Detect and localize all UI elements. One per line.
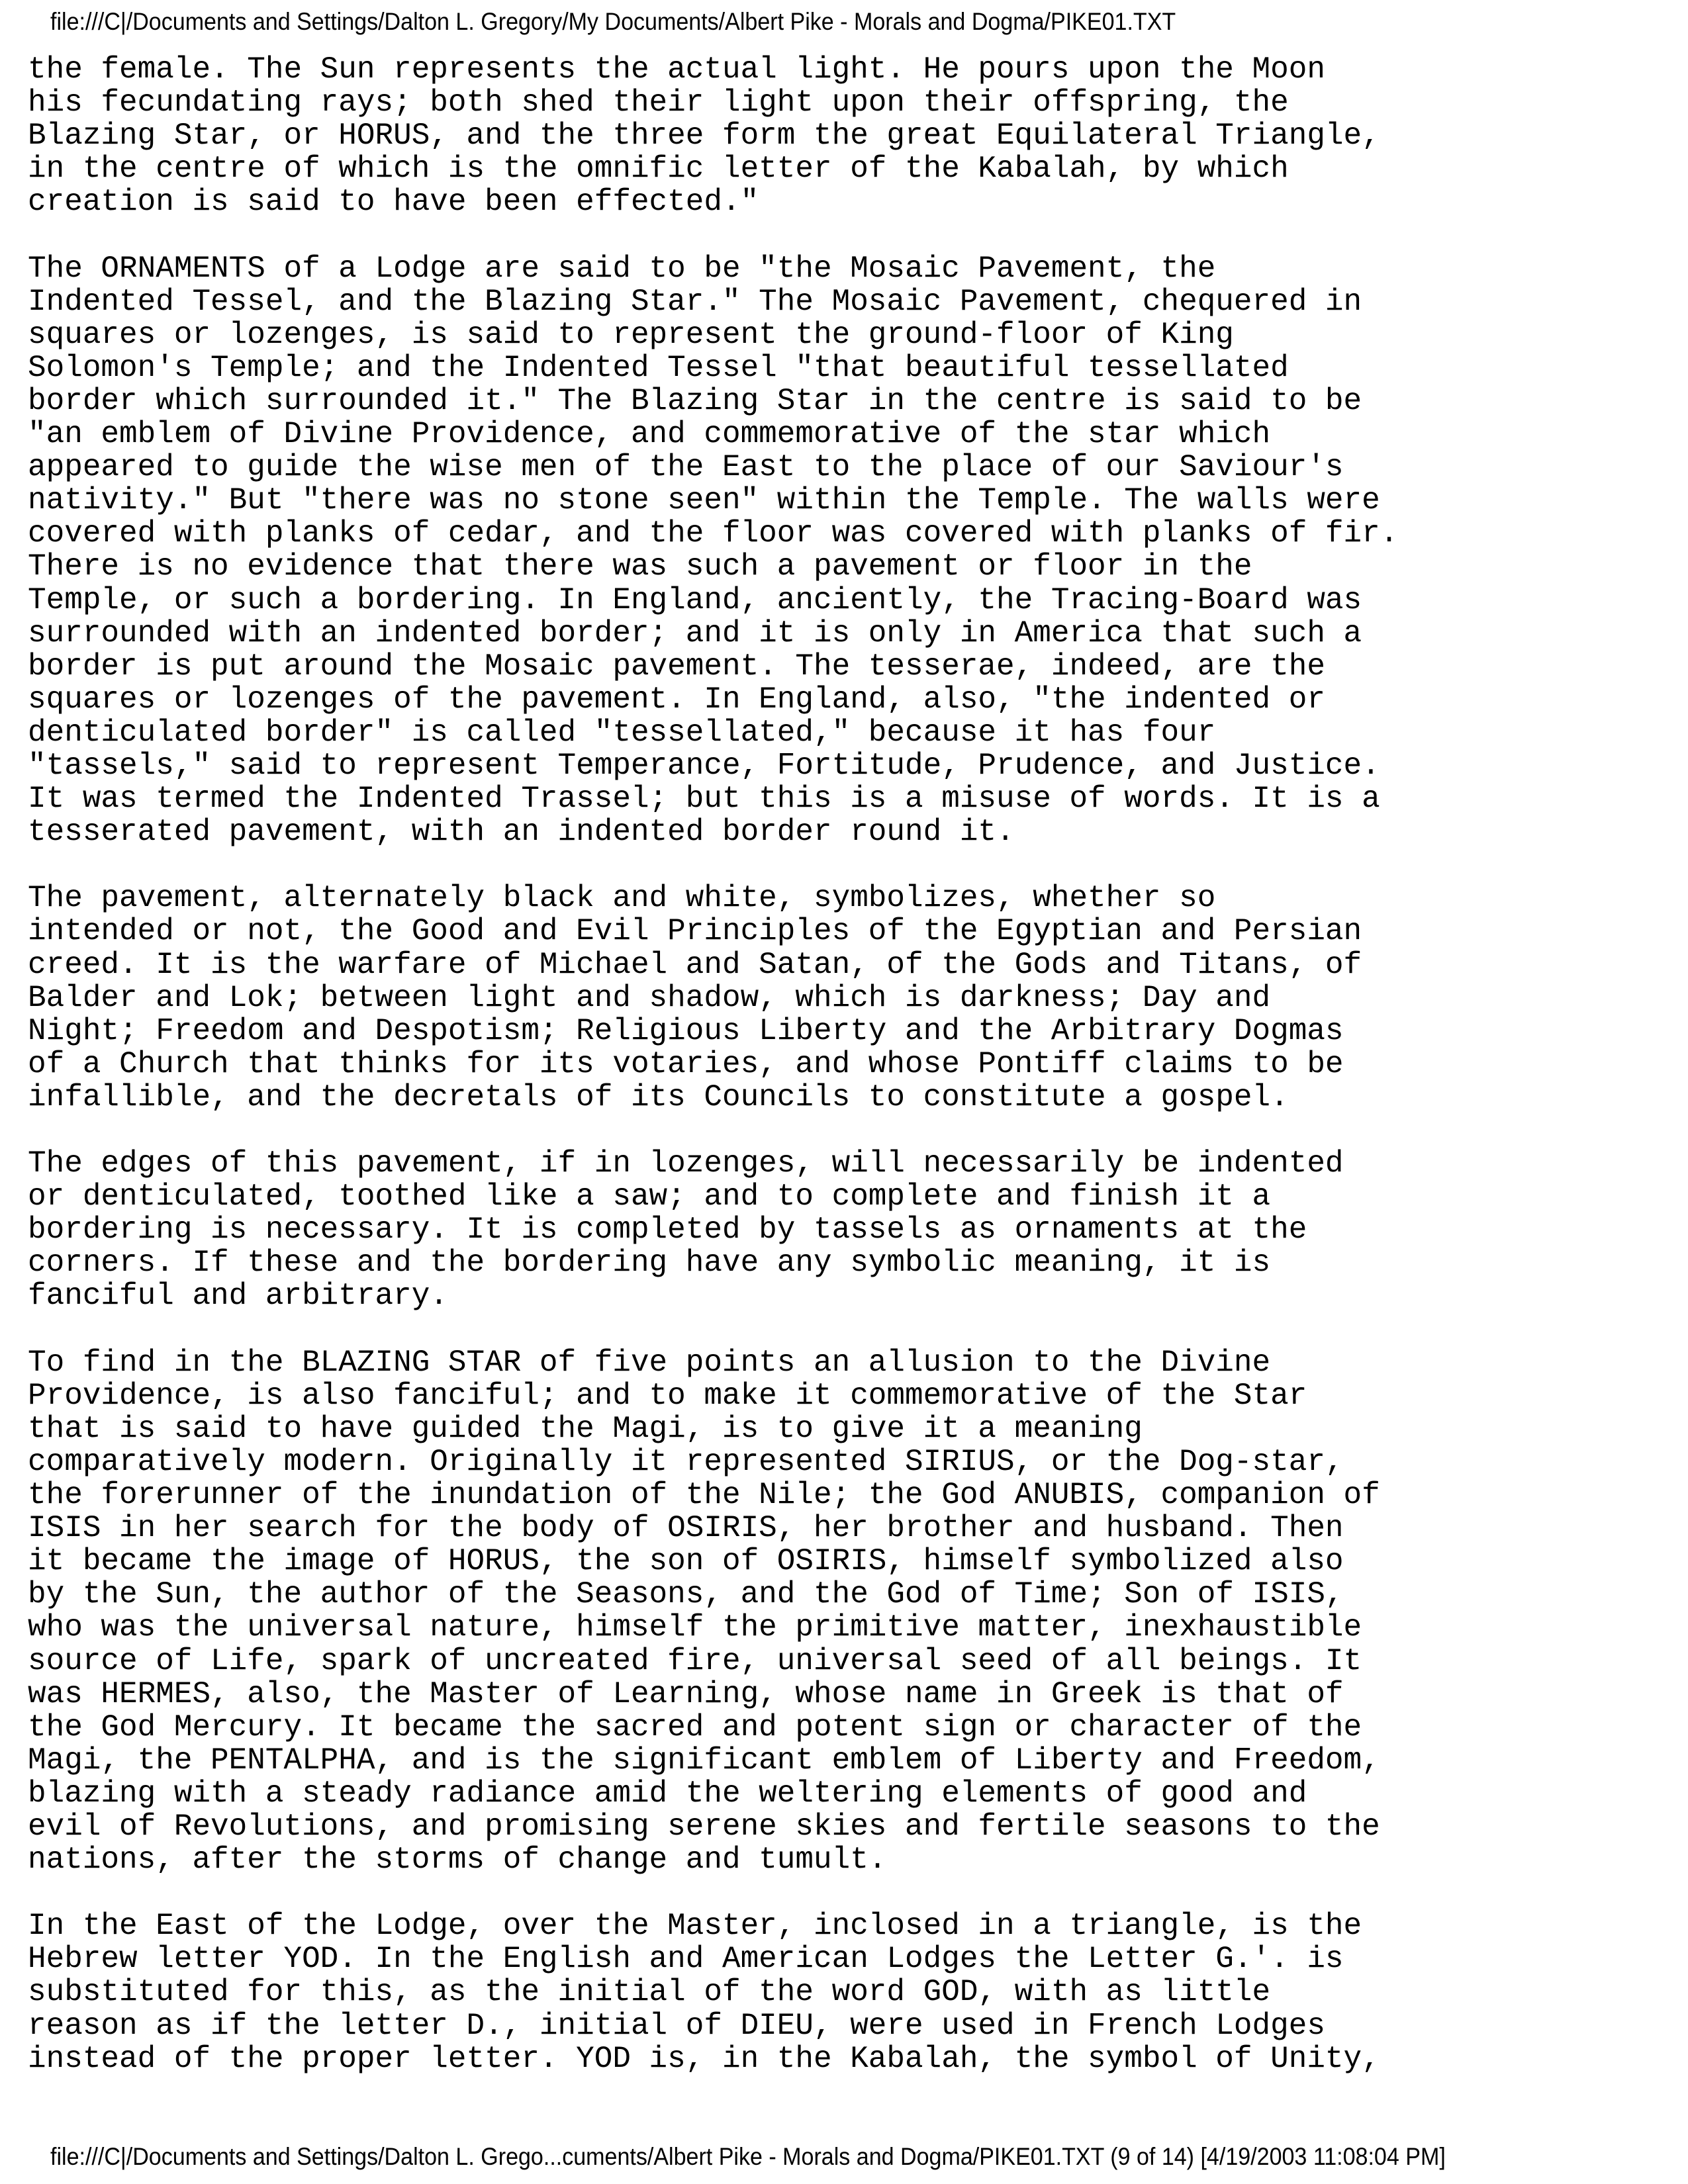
paragraph	[28, 882, 1398, 1114]
page-footer-path: file:///C|/Documents and Settings/Dalton L. Grego...cuments/Albert Pike - Morals and Dogma/PIKE01.TXT (9 of 14) [4/19/2003 11:08:04 PM]	[50, 2143, 1446, 2170]
text-line: surrounded with an indented border; and it is only in America that such a	[28, 615, 1362, 651]
text-line: Temple, or such a bordering. In England, anciently, the Tracing-Board was	[28, 582, 1362, 617]
paragraph	[28, 1909, 1398, 2075]
text-line: Night; Freedom and Despotism; Religious Liberty and the Arbitrary Dogmas	[28, 1013, 1344, 1048]
text-line: fanciful and arbitrary.	[28, 1279, 448, 1314]
text-line: substituted for this, as the initial of the word GOD, with as little	[28, 1975, 1271, 2010]
text-line: ISIS in her search for the body of OSIRIS, her brother and husband. Then	[28, 1511, 1344, 1546]
text-line: the female. The Sun represents the actual light. He pours upon the Moon	[28, 52, 1325, 87]
text-line: border which surrounded it." The Blazing Star in the centre is said to be	[28, 383, 1362, 418]
text-line: The pavement, alternately black and white, symbolizes, whether so	[28, 881, 1216, 916]
text-line: Indented Tessel, and the Blazing Star." The Mosaic Pavement, chequered in	[28, 284, 1362, 319]
document-body	[28, 53, 1398, 2109]
text-line: instead of the proper letter. YOD is, in the Kabalah, the symbol of Unity,	[28, 2041, 1380, 2076]
text-line: by the Sun, the author of the Seasons, and the God of Time; Son of ISIS,	[28, 1577, 1344, 1612]
text-line: creation is said to have been effected."	[28, 185, 759, 220]
text-line: It was termed the Indented Trassel; but this is a misuse of words. It is a	[28, 782, 1380, 817]
text-line: In the East of the Lodge, over the Master, inclosed in a triangle, is the	[28, 1909, 1362, 1944]
paragraph	[28, 252, 1398, 849]
text-line: covered with planks of cedar, and the floor was covered with planks of fir.	[28, 516, 1399, 551]
text-line: that is said to have guided the Magi, is to give it a meaning	[28, 1411, 1143, 1446]
text-line: it became the image of HORUS, the son of OSIRIS, himself symbolized also	[28, 1544, 1344, 1579]
text-line: Balder and Lok; between light and shadow, which is darkness; Day and	[28, 980, 1271, 1015]
text-line: source of Life, spark of uncreated fire, universal seed of all beings. It	[28, 1643, 1362, 1678]
text-line: or denticulated, toothed like a saw; and to complete and finish it a	[28, 1179, 1271, 1214]
text-line: of a Church that thinks for its votaries, and whose Pontiff claims to be	[28, 1046, 1344, 1081]
text-line: The edges of this pavement, if in lozenges, will necessarily be indented	[28, 1146, 1344, 1181]
text-line: tesserated pavement, with an indented border round it.	[28, 815, 1015, 850]
text-line: Blazing Star, or HORUS, and the three form the great Equilateral Triangle,	[28, 118, 1380, 154]
text-line: bordering is necessary. It is completed by tassels as ornaments at the	[28, 1212, 1307, 1248]
text-line: nations, after the storms of change and tumult.	[28, 1843, 887, 1878]
text-line: comparatively modern. Originally it represented SIRIUS, or the Dog-star,	[28, 1444, 1344, 1479]
text-line: border is put around the Mosaic pavement. The tesserae, indeed, are the	[28, 649, 1325, 684]
text-line: nativity." But "there was no stone seen" within the Temple. The walls were	[28, 483, 1380, 518]
text-line: in the centre of which is the omnific letter of the Kabalah, by which	[28, 152, 1289, 187]
text-line: Hebrew letter YOD. In the English and American Lodges the Letter G.'. is	[28, 1942, 1344, 1977]
text-line: There is no evidence that there was such a pavement or floor in the	[28, 549, 1252, 584]
paragraph	[28, 1147, 1398, 1312]
text-line: To find in the BLAZING STAR of five points an allusion to the Divine	[28, 1345, 1271, 1380]
page-header-path: file:///C|/Documents and Settings/Dalton L. Gregory/My Documents/Albert Pike - Morals and Dogma/PIKE01.TXT	[50, 8, 1176, 35]
text-line: evil of Revolutions, and promising serene skies and fertile seasons to the	[28, 1809, 1380, 1844]
text-line: The ORNAMENTS of a Lodge are said to be "the Mosaic Pavement, the	[28, 251, 1216, 286]
text-line: squares or lozenges of the pavement. In England, also, "the indented or	[28, 682, 1325, 717]
text-line: his fecundating rays; both shed their light upon their offspring, the	[28, 85, 1289, 120]
text-line: appeared to guide the wise men of the East to the place of our Saviour's	[28, 450, 1344, 485]
text-line: blazing with a steady radiance amid the weltering elements of good and	[28, 1776, 1307, 1811]
text-line: Solomon's Temple; and the Indented Tessel "that beautiful tessellated	[28, 350, 1289, 385]
paragraph	[28, 1346, 1398, 1877]
text-line: denticulated border" is called "tessellated," because it has four	[28, 715, 1216, 750]
text-line: who was the universal nature, himself the primitive matter, inexhaustible	[28, 1610, 1362, 1645]
text-line: the God Mercury. It became the sacred and potent sign or character of the	[28, 1709, 1362, 1745]
text-line: infallible, and the decretals of its Councils to constitute a gospel.	[28, 1079, 1289, 1115]
paragraph	[28, 53, 1398, 218]
text-line: was HERMES, also, the Master of Learning, whose name in Greek is that of	[28, 1676, 1344, 1711]
text-line: intended or not, the Good and Evil Principles of the Egyptian and Persian	[28, 914, 1362, 949]
text-line: squares or lozenges, is said to represent the ground-floor of King	[28, 317, 1234, 352]
text-line: creed. It is the warfare of Michael and Satan, of the Gods and Titans, of	[28, 947, 1362, 982]
text-line: "tassels," said to represent Temperance, Fortitude, Prudence, and Justice.	[28, 748, 1380, 783]
text-line: Magi, the PENTALPHA, and is the significant emblem of Liberty and Freedom,	[28, 1743, 1380, 1778]
text-line: the forerunner of the inundation of the Nile; the God ANUBIS, companion of	[28, 1478, 1380, 1513]
text-line: "an emblem of Divine Providence, and commemorative of the star which	[28, 417, 1271, 452]
text-line: Providence, is also fanciful; and to make it commemorative of the Star	[28, 1378, 1307, 1413]
text-line: reason as if the letter D., initial of DIEU, were used in French Lodges	[28, 2008, 1325, 2043]
text-line: corners. If these and the bordering have any symbolic meaning, it is	[28, 1246, 1271, 1281]
